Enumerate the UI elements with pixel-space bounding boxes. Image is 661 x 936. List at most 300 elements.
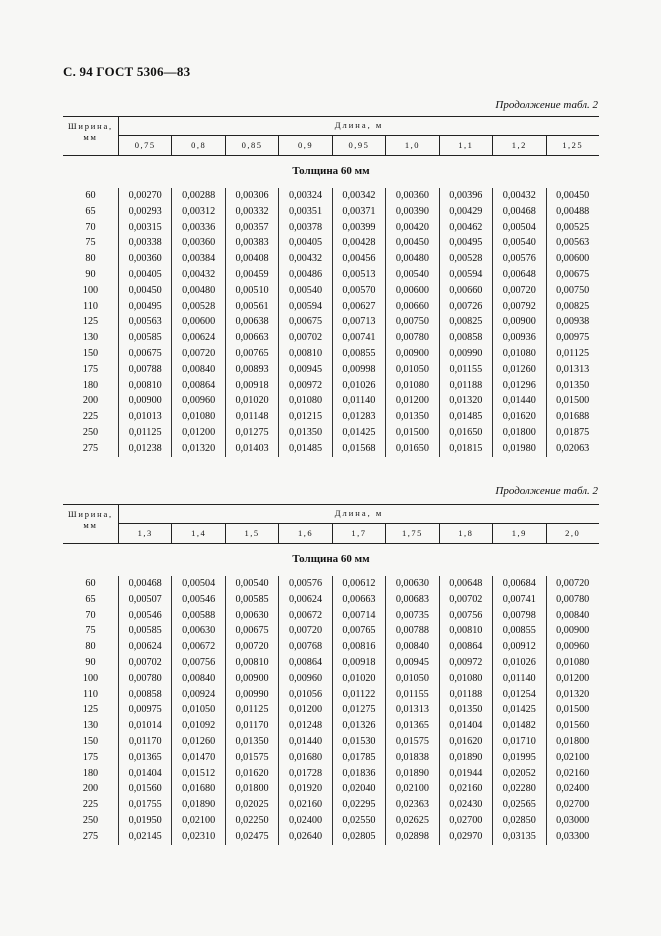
value-cell: 0,00900	[225, 671, 278, 687]
length-column-header: 1,6	[278, 524, 331, 543]
value-cell: 0,00720	[278, 623, 331, 639]
value-cell: 0,02280	[492, 781, 545, 797]
value-cell: 0,00765	[332, 623, 385, 639]
value-cell: 0,00741	[492, 592, 545, 608]
value-cell: 0,00975	[118, 702, 171, 718]
value-cells	[118, 393, 599, 409]
value-cell: 0,02025	[225, 797, 278, 813]
value-cell: 0,00912	[492, 639, 545, 655]
value-cell: 0,01728	[278, 766, 331, 782]
row-header-width	[63, 117, 118, 155]
table-row	[63, 702, 599, 718]
value-cell: 0,00270	[118, 188, 171, 204]
value-cell: 0,01200	[385, 393, 438, 409]
width-cell: 180	[82, 379, 99, 391]
length-column-header: 0,75	[134, 140, 156, 150]
value-cell: 0,00741	[332, 330, 385, 346]
value-cell: 0,01200	[171, 425, 224, 441]
length-columns	[119, 524, 599, 543]
width-cell: 100	[82, 672, 99, 684]
length-header-area	[118, 117, 599, 155]
value-cell: 0,00765	[225, 346, 278, 362]
value-cell: 0,00938	[546, 314, 599, 330]
value-cell: 0,01425	[492, 702, 545, 718]
value-cells	[118, 441, 599, 457]
value-cells	[118, 781, 599, 797]
table-row	[63, 766, 599, 782]
value-cell: 0,00780	[546, 592, 599, 608]
value-cell: 0,01815	[439, 441, 492, 457]
value-cell: 0,00513	[332, 267, 385, 283]
value-cell: 0,00390	[385, 204, 438, 220]
value-cell: 0,02310	[171, 829, 224, 845]
table-row	[63, 425, 599, 441]
value-cell: 0,01260	[492, 362, 545, 378]
value-cell: 0,00459	[225, 267, 278, 283]
value-cell: 0,01470	[171, 750, 224, 766]
length-column-header: 1,25	[546, 136, 599, 155]
value-cell: 0,00750	[385, 314, 438, 330]
width-cell: 65	[85, 593, 96, 605]
value-cell: 0,00504	[492, 220, 545, 236]
value-cell: 0,02160	[278, 797, 331, 813]
value-cell: 0,01365	[385, 718, 438, 734]
value-cell: 0,00750	[546, 283, 599, 299]
value-cell: 0,01026	[332, 378, 385, 394]
length-header: Длина, м	[119, 117, 599, 136]
value-cell: 0,00780	[385, 330, 438, 346]
value-cells	[118, 283, 599, 299]
value-cell: 0,02100	[546, 750, 599, 766]
value-cell: 0,01350	[385, 409, 438, 425]
value-cell: 0,01650	[385, 441, 438, 457]
value-cell: 0,01050	[171, 702, 224, 718]
width-cell: 200	[82, 395, 99, 407]
value-cell: 0,00600	[546, 251, 599, 267]
width-cell: 125	[82, 704, 99, 716]
value-cell: 0,00900	[492, 314, 545, 330]
value-cell: 0,02295	[332, 797, 385, 813]
value-cell: 0,01080	[385, 378, 438, 394]
value-cell: 0,01313	[385, 702, 438, 718]
value-cell: 0,00630	[225, 608, 278, 624]
value-cell: 0,00675	[546, 267, 599, 283]
table-row	[63, 576, 599, 592]
value-cell: 0,00960	[278, 671, 331, 687]
value-cell: 0,01560	[118, 781, 171, 797]
value-cell: 0,01680	[171, 781, 224, 797]
width-cell: 70	[85, 609, 96, 621]
value-cell: 0,00840	[171, 362, 224, 378]
width-cell: 130	[82, 720, 99, 732]
value-cell: 0,00468	[118, 576, 171, 592]
table-row	[63, 781, 599, 797]
value-cell: 0,01056	[278, 687, 331, 703]
value-cell: 0,01575	[385, 734, 438, 750]
value-cell: 0,00684	[492, 576, 545, 592]
value-cell: 0,01620	[439, 734, 492, 750]
value-cell: 0,00714	[332, 608, 385, 624]
value-cell: 0,01260	[171, 734, 224, 750]
value-cell: 0,00893	[225, 362, 278, 378]
value-cell: 0,01350	[278, 425, 331, 441]
value-cell: 0,00357	[225, 220, 278, 236]
value-cell: 0,00624	[118, 639, 171, 655]
length-header: Длина, м	[119, 505, 599, 524]
table-row	[63, 608, 599, 624]
value-cell: 0,00288	[171, 188, 224, 204]
value-cell: 0,00720	[171, 346, 224, 362]
value-cell: 0,01950	[118, 813, 171, 829]
value-cell: 0,00663	[332, 592, 385, 608]
table-row	[63, 299, 599, 315]
value-cell: 0,02160	[546, 766, 599, 782]
value-cells	[118, 687, 599, 703]
value-cell: 0,00432	[278, 251, 331, 267]
value-cell: 0,01020	[225, 393, 278, 409]
value-cell: 0,02040	[332, 781, 385, 797]
length-column-header: 1,4	[171, 524, 224, 543]
value-cell: 0,01890	[171, 797, 224, 813]
value-cells	[118, 702, 599, 718]
section-title: Толщина 60 мм	[292, 553, 370, 565]
value-cells	[118, 734, 599, 750]
value-cell: 0,00756	[439, 608, 492, 624]
value-cell: 0,02145	[118, 829, 171, 845]
value-cell: 0,02805	[332, 829, 385, 845]
value-cell: 0,00864	[171, 378, 224, 394]
value-cell: 0,03135	[492, 829, 545, 845]
value-cell: 0,00450	[385, 235, 438, 251]
value-cell: 0,00450	[546, 188, 599, 204]
width-cell: 90	[85, 656, 96, 668]
weight-table-1	[63, 116, 599, 457]
value-cell: 0,01995	[492, 750, 545, 766]
value-cell: 0,01238	[118, 441, 171, 457]
value-cell: 0,00858	[118, 687, 171, 703]
length-column-header: 1,8	[439, 524, 492, 543]
length-column-header: 0,95	[332, 136, 385, 155]
value-cell: 0,01320	[171, 441, 224, 457]
value-cell: 0,00338	[118, 235, 171, 251]
table-row	[63, 441, 599, 457]
table-row	[63, 687, 599, 703]
value-cells	[118, 204, 599, 220]
table-row	[63, 220, 599, 236]
value-cells	[118, 750, 599, 766]
table-row	[63, 592, 599, 608]
value-cell: 0,01620	[492, 409, 545, 425]
value-cell: 0,00825	[546, 299, 599, 315]
width-cell: 150	[82, 735, 99, 747]
value-cell: 0,01785	[332, 750, 385, 766]
value-cell: 0,01568	[332, 441, 385, 457]
length-column-header: 0,85	[225, 136, 278, 155]
value-cell: 0,01188	[439, 687, 492, 703]
table-row	[63, 393, 599, 409]
value-cell: 0,00546	[171, 592, 224, 608]
value-cell: 0,01092	[171, 718, 224, 734]
value-cell: 0,00432	[171, 267, 224, 283]
length-column-header: 1,2	[492, 136, 545, 155]
value-cell: 0,00945	[385, 655, 438, 671]
value-cell: 0,00488	[546, 204, 599, 220]
value-cell: 0,00563	[118, 314, 171, 330]
value-cell: 0,01944	[439, 766, 492, 782]
value-cell: 0,01140	[332, 393, 385, 409]
value-cell: 0,01020	[332, 671, 385, 687]
width-cell: 175	[82, 751, 99, 763]
width-cell: 130	[82, 332, 99, 344]
value-cell: 0,00972	[439, 655, 492, 671]
value-cell: 0,00720	[546, 576, 599, 592]
length-column-header: 1,0	[385, 136, 438, 155]
value-cell: 0,00627	[332, 299, 385, 315]
value-cell: 0,01680	[278, 750, 331, 766]
value-cells	[118, 267, 599, 283]
value-cell: 0,01026	[492, 655, 545, 671]
value-cells	[118, 671, 599, 687]
value-cell: 0,01838	[385, 750, 438, 766]
value-cell: 0,02640	[278, 829, 331, 845]
value-cell: 0,01296	[492, 378, 545, 394]
value-cell: 0,00864	[278, 655, 331, 671]
value-cell: 0,00336	[171, 220, 224, 236]
value-cell: 0,02100	[171, 813, 224, 829]
value-cell: 0,00351	[278, 204, 331, 220]
value-cell: 0,00507	[118, 592, 171, 608]
value-cell: 0,00945	[278, 362, 331, 378]
value-cell: 0,00378	[278, 220, 331, 236]
value-cell: 0,00648	[439, 576, 492, 592]
value-cell: 0,01275	[332, 702, 385, 718]
value-cell: 0,02400	[546, 781, 599, 797]
value-cell: 0,00720	[225, 639, 278, 655]
value-cell: 0,00975	[546, 330, 599, 346]
value-cell: 0,01755	[118, 797, 171, 813]
value-cells	[118, 220, 599, 236]
value-cell: 0,00624	[171, 330, 224, 346]
section-title: Толщина 60 мм	[292, 165, 370, 177]
value-cells	[118, 378, 599, 394]
value-cell: 0,00672	[278, 608, 331, 624]
value-cell: 0,00540	[225, 576, 278, 592]
value-cell: 0,02898	[385, 829, 438, 845]
value-cell: 0,00675	[225, 623, 278, 639]
value-cells	[118, 314, 599, 330]
value-cell: 0,00858	[439, 330, 492, 346]
value-cell: 0,00332	[225, 204, 278, 220]
table-continuation-note: Продолжение табл. 2	[495, 99, 598, 111]
value-cell: 0,01710	[492, 734, 545, 750]
value-cells	[118, 576, 599, 592]
value-cell: 0,01403	[225, 441, 278, 457]
value-cell: 0,01050	[385, 671, 438, 687]
value-cell: 0,01013	[118, 409, 171, 425]
value-cell: 0,00960	[546, 639, 599, 655]
value-cell: 0,01320	[546, 687, 599, 703]
value-cell: 0,00324	[278, 188, 331, 204]
value-cell: 0,00840	[546, 608, 599, 624]
value-cell: 0,02700	[546, 797, 599, 813]
value-cell: 0,00810	[278, 346, 331, 362]
value-cell: 0,00570	[332, 283, 385, 299]
value-cell: 0,00630	[171, 623, 224, 639]
value-cell: 0,00810	[118, 378, 171, 394]
value-cell: 0,02063	[546, 441, 599, 457]
value-cell: 0,01836	[332, 766, 385, 782]
value-cell: 0,00450	[118, 283, 171, 299]
width-cell: 150	[82, 347, 99, 359]
value-cell: 0,02550	[332, 813, 385, 829]
width-cell: 60	[85, 578, 96, 589]
value-cell: 0,00420	[385, 220, 438, 236]
value-cell: 0,00546	[118, 608, 171, 624]
value-cell: 0,02400	[278, 813, 331, 829]
value-cell: 0,02160	[439, 781, 492, 797]
value-cell: 0,00900	[385, 346, 438, 362]
value-cell: 0,01482	[492, 718, 545, 734]
value-cell: 0,00486	[278, 267, 331, 283]
value-cell: 0,01275	[225, 425, 278, 441]
row-header-line: мм	[83, 132, 98, 142]
value-cell: 0,00840	[171, 671, 224, 687]
value-cell: 0,00360	[118, 251, 171, 267]
value-cell: 0,00432	[492, 188, 545, 204]
value-cell: 0,00855	[492, 623, 545, 639]
value-cell: 0,01080	[492, 346, 545, 362]
value-cell: 0,00585	[225, 592, 278, 608]
table-header	[63, 504, 599, 544]
value-cells	[118, 766, 599, 782]
value-cell: 0,02475	[225, 829, 278, 845]
table-row	[63, 655, 599, 671]
value-cell: 0,01425	[332, 425, 385, 441]
value-cell: 0,02970	[439, 829, 492, 845]
value-cell: 0,00990	[439, 346, 492, 362]
value-cell: 0,00540	[385, 267, 438, 283]
value-cell: 0,00594	[278, 299, 331, 315]
width-cell: 200	[82, 783, 99, 795]
value-cell: 0,01200	[278, 702, 331, 718]
value-cell: 0,00293	[118, 204, 171, 220]
value-cell: 0,03300	[546, 829, 599, 845]
value-cell: 0,02565	[492, 797, 545, 813]
table-row	[63, 797, 599, 813]
value-cells	[118, 251, 599, 267]
value-cells	[118, 829, 599, 845]
value-cell: 0,01125	[225, 702, 278, 718]
value-cell: 0,00972	[278, 378, 331, 394]
table-row	[63, 813, 599, 829]
width-cell: 80	[85, 253, 96, 265]
value-cell: 0,00624	[278, 592, 331, 608]
value-cell: 0,00576	[492, 251, 545, 267]
table-row	[63, 718, 599, 734]
width-cell: 110	[83, 688, 98, 700]
value-cell: 0,00990	[225, 687, 278, 703]
value-cell: 0,02363	[385, 797, 438, 813]
value-cell: 0,01080	[546, 655, 599, 671]
value-cell: 0,02250	[225, 813, 278, 829]
value-cell: 0,00960	[171, 393, 224, 409]
value-cell: 0,00594	[439, 267, 492, 283]
value-cell: 0,00798	[492, 608, 545, 624]
width-cell: 60	[85, 190, 96, 201]
value-cell: 0,01500	[546, 702, 599, 718]
width-cell: 225	[82, 799, 99, 811]
value-cell: 0,00480	[385, 251, 438, 267]
value-cell: 0,00525	[546, 220, 599, 236]
value-cell: 0,01920	[278, 781, 331, 797]
width-cell: 275	[82, 830, 99, 842]
value-cell: 0,01155	[385, 687, 438, 703]
table-row	[63, 378, 599, 394]
value-cell: 0,00702	[439, 592, 492, 608]
value-cell: 0,00702	[118, 655, 171, 671]
weight-table-2	[63, 504, 599, 845]
value-cell: 0,00408	[225, 251, 278, 267]
value-cell: 0,01125	[118, 425, 171, 441]
width-cell: 75	[85, 625, 96, 637]
value-cell: 0,00612	[332, 576, 385, 592]
value-cell: 0,01800	[546, 734, 599, 750]
value-cell: 0,01620	[225, 766, 278, 782]
value-cell: 0,00342	[332, 188, 385, 204]
value-cell: 0,00399	[332, 220, 385, 236]
value-cell: 0,00429	[439, 204, 492, 220]
value-cell: 0,01530	[332, 734, 385, 750]
table-header	[63, 116, 599, 156]
value-cell: 0,00855	[332, 346, 385, 362]
value-cell: 0,00720	[492, 283, 545, 299]
width-cell: 110	[83, 300, 98, 312]
table-row	[63, 639, 599, 655]
value-cell: 0,00660	[385, 299, 438, 315]
length-columns	[119, 136, 599, 155]
table-row	[63, 330, 599, 346]
table-row	[63, 346, 599, 362]
value-cell: 0,02100	[385, 781, 438, 797]
value-cell: 0,01188	[439, 378, 492, 394]
table-row	[63, 829, 599, 845]
table-row	[63, 251, 599, 267]
value-cell: 0,01512	[171, 766, 224, 782]
value-cell: 0,01080	[278, 393, 331, 409]
value-cell: 0,00396	[439, 188, 492, 204]
width-cell: 225	[82, 411, 99, 423]
value-cell: 0,01500	[546, 393, 599, 409]
length-column-header: 0,9	[278, 136, 331, 155]
value-cell: 0,00510	[225, 283, 278, 299]
value-cell: 0,01155	[439, 362, 492, 378]
value-cell: 0,01800	[492, 425, 545, 441]
value-cell: 0,00405	[118, 267, 171, 283]
length-column-header: 1,3	[137, 528, 153, 538]
value-cell: 0,01485	[439, 409, 492, 425]
value-cell: 0,01313	[546, 362, 599, 378]
width-cell: 175	[82, 363, 99, 375]
length-column-header: 1,7	[332, 524, 385, 543]
value-cell: 0,01248	[278, 718, 331, 734]
value-cell: 0,00462	[439, 220, 492, 236]
value-cell: 0,00585	[118, 623, 171, 639]
value-cells	[118, 718, 599, 734]
value-cell: 0,03000	[546, 813, 599, 829]
value-cell: 0,00540	[492, 235, 545, 251]
value-cell: 0,00371	[332, 204, 385, 220]
value-cell: 0,01320	[439, 393, 492, 409]
